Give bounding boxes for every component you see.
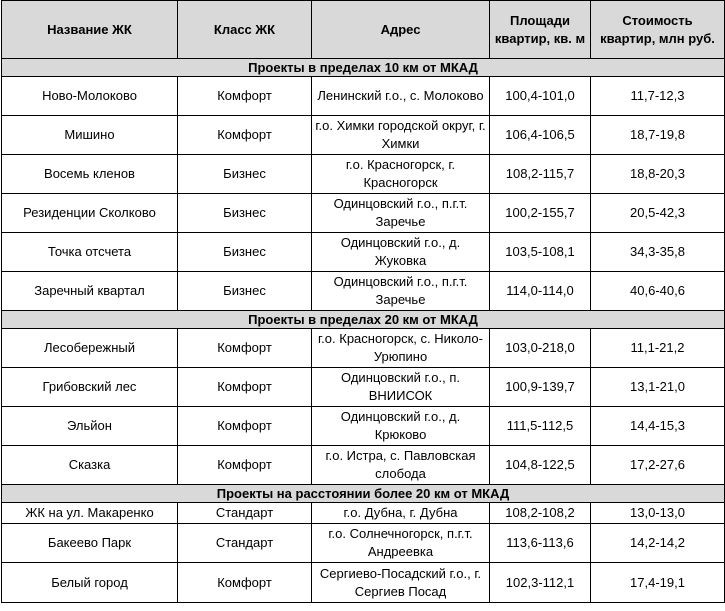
- cell-area: 100,9-139,7: [490, 368, 591, 407]
- cell-class: Бизнес: [178, 194, 312, 233]
- cell-class: Комфорт: [178, 116, 312, 155]
- section-row: [2, 311, 725, 329]
- section-title: Проекты в пределах 10 км от МКАД: [2, 59, 725, 77]
- cell-address: г.о. Красногорск, г. Красногорск: [312, 155, 490, 194]
- cell-area: 113,6-113,6: [490, 524, 591, 563]
- cell-area: 100,4-101,0: [490, 77, 591, 116]
- header-area: Площади квартир, кв. м: [490, 1, 591, 59]
- cell-class: Бизнес: [178, 272, 312, 311]
- cell-name: Сказка: [2, 446, 178, 485]
- cell-name: Эльйон: [2, 407, 178, 446]
- cell-price: 17,2-27,6: [591, 446, 725, 485]
- cell-address: г.о. Красногорск, с. Николо-Урюпино: [312, 329, 490, 368]
- cell-address: Сергиево-Посадский г.о., г. Сергиев Посад: [312, 563, 490, 603]
- cell-address: Одинцовский г.о., п.г.т. Заречье: [312, 272, 490, 311]
- table-row: [2, 407, 725, 446]
- cell-area: 103,5-108,1: [490, 233, 591, 272]
- cell-class: Стандарт: [178, 524, 312, 563]
- cell-area: 102,3-112,1: [490, 563, 591, 603]
- cell-area: 108,2-115,7: [490, 155, 591, 194]
- cell-name: Грибовский лес: [2, 368, 178, 407]
- cell-address: Одинцовский г.о., д. Жуковка: [312, 233, 490, 272]
- cell-area: 106,4-106,5: [490, 116, 591, 155]
- section-title: Проекты в пределах 20 км от МКАД: [2, 311, 725, 329]
- table-row: [2, 233, 725, 272]
- cell-price: 11,7-12,3: [591, 77, 725, 116]
- cell-price: 14,4-15,3: [591, 407, 725, 446]
- cell-price: 18,8-20,3: [591, 155, 725, 194]
- cell-class: Комфорт: [178, 77, 312, 116]
- cell-area: 111,5-112,5: [490, 407, 591, 446]
- cell-class: Комфорт: [178, 563, 312, 603]
- section-row: [2, 59, 725, 77]
- header-name: Название ЖК: [2, 1, 178, 59]
- cell-name: Белый город: [2, 563, 178, 603]
- header-price: Стоимость квартир, млн руб.: [591, 1, 725, 59]
- cell-address: г.о. Солнечногорск, п.г.т. Андреевка: [312, 524, 490, 563]
- cell-address: г.о. Химки городской округ, г. Химки: [312, 116, 490, 155]
- cell-address: г.о. Истра, с. Павловская слобода: [312, 446, 490, 485]
- cell-class: Бизнес: [178, 155, 312, 194]
- table-row: [2, 503, 725, 524]
- table-row: [2, 77, 725, 116]
- cell-price: 14,2-14,2: [591, 524, 725, 563]
- cell-address: Одинцовский г.о., п. ВНИИСОК: [312, 368, 490, 407]
- table-row: [2, 446, 725, 485]
- cell-address: Одинцовский г.о., п.г.т. Заречье: [312, 194, 490, 233]
- cell-price: 11,1-21,2: [591, 329, 725, 368]
- cell-name: Бакеево Парк: [2, 524, 178, 563]
- cell-price: 13,0-13,0: [591, 503, 725, 524]
- cell-name: ЖК на ул. Макаренко: [2, 503, 178, 524]
- header-address: Адрес: [312, 1, 490, 59]
- cell-price: 20,5-42,3: [591, 194, 725, 233]
- section-row: [2, 485, 725, 503]
- cell-class: Комфорт: [178, 368, 312, 407]
- cell-name: Резиденции Сколково: [2, 194, 178, 233]
- section-title: Проекты на расстоянии более 20 км от МКАД: [2, 485, 725, 503]
- table-header: [2, 1, 725, 59]
- cell-address: Одинцовский г.о., д. Крюково: [312, 407, 490, 446]
- cell-price: 13,1-21,0: [591, 368, 725, 407]
- cell-name: Заречный квартал: [2, 272, 178, 311]
- table-row: [2, 155, 725, 194]
- real-estate-table: [1, 0, 725, 603]
- cell-class: Комфорт: [178, 407, 312, 446]
- cell-price: 17,4-19,1: [591, 563, 725, 603]
- cell-name: Точка отсчета: [2, 233, 178, 272]
- cell-class: Комфорт: [178, 446, 312, 485]
- cell-area: 114,0-114,0: [490, 272, 591, 311]
- table-row: [2, 563, 725, 603]
- cell-name: Мишино: [2, 116, 178, 155]
- table-row: [2, 194, 725, 233]
- cell-address: Ленинский г.о., с. Молоково: [312, 77, 490, 116]
- cell-area: 100,2-155,7: [490, 194, 591, 233]
- cell-price: 34,3-35,8: [591, 233, 725, 272]
- cell-name: Лесобережный: [2, 329, 178, 368]
- cell-area: 103,0-218,0: [490, 329, 591, 368]
- header-class: Класс ЖК: [178, 1, 312, 59]
- table-row: [2, 116, 725, 155]
- cell-area: 108,2-108,2: [490, 503, 591, 524]
- table-row: [2, 329, 725, 368]
- cell-class: Бизнес: [178, 233, 312, 272]
- cell-class: Стандарт: [178, 503, 312, 524]
- table-row: [2, 524, 725, 563]
- cell-name: Восемь кленов: [2, 155, 178, 194]
- cell-class: Комфорт: [178, 329, 312, 368]
- cell-area: 104,8-122,5: [490, 446, 591, 485]
- table-row: [2, 272, 725, 311]
- cell-address: г.о. Дубна, г. Дубна: [312, 503, 490, 524]
- cell-name: Ново-Молоково: [2, 77, 178, 116]
- cell-price: 18,7-19,8: [591, 116, 725, 155]
- table-row: [2, 368, 725, 407]
- cell-price: 40,6-40,6: [591, 272, 725, 311]
